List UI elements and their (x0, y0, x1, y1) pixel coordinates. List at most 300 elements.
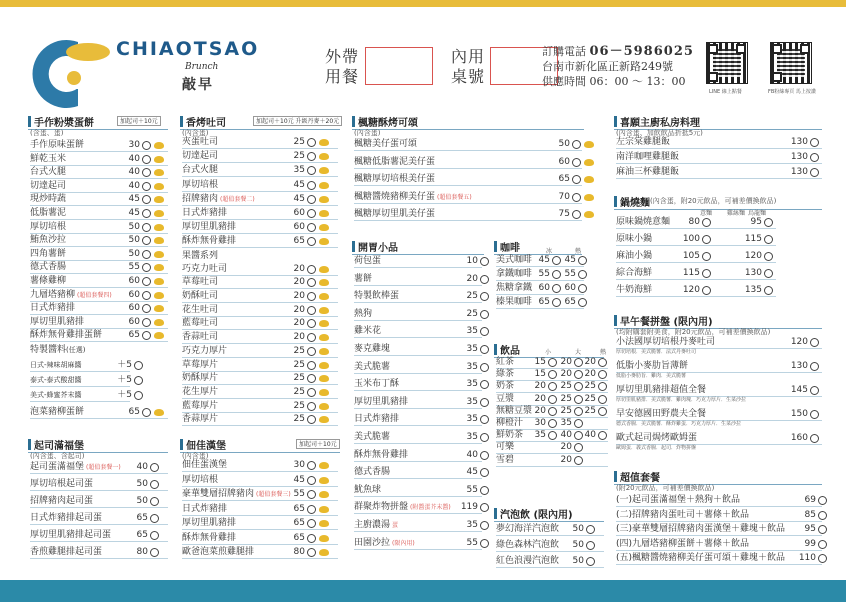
row-underline (182, 148, 338, 149)
menu-item-row (30, 374, 130, 387)
order-checkbox[interactable] (702, 252, 711, 261)
menu-item-row (30, 461, 168, 474)
order-checkbox[interactable] (572, 158, 581, 167)
menu-item-price: 135 (744, 285, 762, 295)
menu-item-row (354, 378, 482, 391)
order-checkbox[interactable] (574, 443, 583, 452)
menu-item-price: 65 (538, 297, 550, 307)
order-checkbox[interactable] (134, 391, 143, 400)
order-checkbox[interactable] (307, 138, 316, 147)
menu-item-label: 原味鍋燒意麵 (616, 217, 671, 227)
special-sauce-note: (任選) (66, 346, 86, 354)
order-checkbox[interactable] (598, 407, 607, 416)
menu-item-price: 115 (682, 268, 700, 278)
row-underline (182, 471, 338, 472)
order-checkbox[interactable] (702, 269, 711, 278)
order-checkbox[interactable] (480, 468, 489, 477)
menu-item-price: 120 (744, 251, 762, 261)
menu-item-price: 25 (293, 137, 305, 147)
section-title-toast (180, 114, 226, 129)
menu-item-price: 45 (564, 255, 576, 265)
order-checkbox[interactable] (480, 503, 489, 512)
menu-item-price: 80 (136, 547, 148, 557)
menu-item-label: 厚切培根 (182, 179, 219, 190)
order-checkbox[interactable] (810, 138, 819, 147)
section-title-soda (494, 506, 573, 521)
menu-item-description: 德式香腸．美式脆薯．酥炸雞蛋．巧克力厚片．生菜沙拉 (616, 421, 742, 427)
menu-item-price: 50 (128, 248, 140, 259)
order-checkbox[interactable] (764, 269, 773, 278)
section-subtitle: (附20元飲品，可補差價換飲品) (616, 484, 715, 492)
egg-icon (319, 403, 329, 410)
row-underline (354, 150, 582, 151)
order-checkbox[interactable] (578, 270, 587, 279)
order-checkbox[interactable] (142, 331, 151, 340)
menu-item-row (182, 413, 338, 426)
menu-item-tag: (超值套餐三) (256, 491, 291, 498)
menu-item-row (30, 221, 168, 234)
row-underline (30, 401, 130, 402)
fb-qr-caption: FB粉絲專頁 馬上按讚 (768, 89, 816, 95)
order-checkbox[interactable] (818, 525, 827, 534)
menu-item-price: 35 (466, 520, 478, 530)
order-checkbox[interactable] (480, 327, 489, 336)
order-checkbox[interactable] (586, 541, 595, 550)
order-checkbox[interactable] (142, 209, 151, 218)
menu-item-price: 20 (560, 369, 572, 380)
menu-item-price: 99 (804, 538, 816, 549)
order-checkbox[interactable] (142, 223, 151, 232)
menu-item-label: 熱狗 (354, 308, 373, 319)
menu-item-label: 主廚濃湯 (354, 520, 391, 530)
order-checkbox[interactable] (572, 210, 581, 219)
special-sauce-label: 特製醬料 (30, 345, 67, 355)
order-checkbox[interactable] (307, 181, 316, 190)
section-title-text: 開胃小品 (358, 243, 398, 254)
order-checkbox[interactable] (578, 284, 587, 293)
egg-icon (319, 535, 329, 542)
menu-item-price: 25 (466, 308, 478, 319)
section-subtitle: (內含蛋、含起司) (30, 452, 85, 460)
menu-item-price: 55 (466, 537, 478, 548)
order-checkbox[interactable] (598, 358, 607, 367)
order-checkbox[interactable] (142, 277, 151, 286)
row-underline (616, 228, 776, 229)
menu-item-label: 楓糖美仔蛋可頌 (354, 139, 418, 149)
menu-item-label: 群聚炸物拼盤 (354, 502, 409, 513)
order-checkbox[interactable] (150, 480, 159, 489)
order-checkbox[interactable] (142, 168, 151, 177)
menu-item-row (30, 289, 168, 302)
order-checkbox[interactable] (480, 257, 489, 266)
menu-item-price: 40 (128, 180, 140, 191)
order-checkbox[interactable] (307, 388, 316, 397)
order-checkbox[interactable] (810, 168, 819, 177)
section-subtitle: (內含蛋，附20元飲品，可補差價換飲品) (650, 197, 777, 205)
order-checkbox[interactable] (307, 237, 316, 246)
menu-item-label: 鮮乾玉米 (30, 153, 67, 164)
order-checkbox[interactable] (480, 415, 489, 424)
menu-item-label: (二)招牌豬肉蛋吐司＋薯條＋飲品 (616, 509, 750, 520)
row-underline (496, 567, 604, 568)
menu-item-label: 低脂薯泥 (30, 208, 67, 218)
order-checkbox[interactable] (818, 554, 827, 563)
order-checkbox[interactable] (150, 463, 159, 472)
order-checkbox[interactable] (307, 402, 316, 411)
menu-item-label: 奶酥吐司 (182, 291, 219, 301)
menu-item-label: 草莓吐司 (182, 277, 219, 288)
order-checkbox[interactable] (307, 505, 316, 514)
order-checkbox[interactable] (574, 419, 583, 428)
order-checkbox[interactable] (810, 410, 819, 419)
menu-item-label: 鮪魚沙拉 (30, 235, 67, 246)
menu-item-price: 50 (136, 496, 148, 506)
menu-item-price: 65 (136, 530, 148, 540)
menu-item-label: 藍莓厚片 (182, 400, 219, 411)
brand-chinese-name: 敲早 (182, 77, 214, 93)
order-checkbox[interactable] (480, 275, 489, 284)
menu-item-label: 紅茶 (496, 357, 515, 367)
section-title-crepe (28, 114, 94, 129)
order-checkbox[interactable] (480, 451, 489, 460)
egg-icon (319, 334, 329, 341)
order-checkbox[interactable] (480, 380, 489, 389)
order-checkbox[interactable] (480, 363, 489, 372)
menu-item-row (354, 343, 482, 356)
order-checkbox[interactable] (150, 514, 159, 523)
order-checkbox[interactable] (810, 338, 819, 347)
menu-item-row (616, 136, 822, 149)
row-underline (354, 373, 482, 374)
menu-item-row (182, 150, 338, 163)
order-checkbox[interactable] (307, 519, 316, 528)
menu-item-description: 厚切里肌豬排．美式脆薯．雞肉塊．巧克力厚片．生菜沙拉 (616, 397, 747, 403)
order-checkbox[interactable] (307, 415, 316, 424)
order-checkbox[interactable] (307, 374, 316, 383)
menu-item-row (182, 235, 338, 248)
order-checkbox[interactable] (307, 223, 316, 232)
menu-item-price: 110 (798, 553, 816, 563)
order-checkbox[interactable] (142, 318, 151, 327)
menu-item-tag: 蛋 (392, 522, 399, 529)
row-underline (354, 203, 582, 204)
menu-item-label: 厚切里肌豬排超值全餐 (616, 385, 707, 395)
menu-item-price: 60 (293, 222, 305, 233)
addon-note: 加起司＋10元 升級丹麥＋20元 (253, 116, 342, 126)
order-checkbox[interactable] (307, 306, 316, 315)
order-checkbox[interactable] (810, 362, 819, 371)
section-title-text: 超值套餐 (620, 473, 660, 484)
menu-item-price: 45 (128, 194, 140, 205)
menu-item-row (496, 429, 608, 442)
menu-item-label: 日式炸豬排 (182, 208, 228, 218)
menu-item-label: 花生厚片 (182, 386, 219, 397)
egg-icon (319, 549, 329, 556)
menu-item-price: 120 (790, 337, 808, 347)
menu-item-row (496, 356, 608, 369)
menu-item-row (616, 523, 822, 536)
section-title-text: 早午餐拼盤 (限內用) (620, 317, 713, 328)
egg-icon (154, 264, 164, 271)
order-checkbox[interactable] (307, 166, 316, 175)
price-column-header: 大 (575, 349, 582, 356)
row-underline (354, 185, 582, 186)
order-checkbox[interactable] (150, 497, 159, 506)
order-checkbox[interactable] (307, 347, 316, 356)
order-checkbox[interactable] (702, 218, 711, 227)
order-checkbox[interactable] (764, 286, 773, 295)
order-checkbox[interactable] (480, 292, 489, 301)
row-underline (182, 205, 338, 206)
menu-item-price: 65 (293, 503, 305, 514)
menu-item-row (616, 538, 822, 551)
order-checkbox[interactable] (572, 193, 581, 202)
menu-item-label: 楓糖低脂薯泥美仔蛋 (354, 156, 436, 167)
menu-item-price: 50 (136, 479, 148, 489)
menu-item-label: 薯條雞柳 (30, 276, 67, 286)
menu-item-price: 55 (466, 484, 478, 495)
menu-item-label: 巧克力厚片 (182, 345, 228, 356)
menu-item-price: 45 (538, 255, 550, 265)
order-checkbox[interactable] (818, 540, 827, 549)
menu-item-row (354, 191, 582, 204)
order-checkbox[interactable] (480, 521, 489, 530)
section-title-text: 咖啡 (500, 243, 520, 254)
order-checkbox[interactable] (480, 433, 489, 442)
menu-item-label: 香蒜厚片 (182, 414, 219, 425)
section-title-drink (494, 342, 520, 357)
row-underline (616, 296, 776, 297)
order-checkbox[interactable] (818, 511, 827, 520)
takeout-number-box[interactable] (365, 47, 433, 85)
order-checkbox[interactable] (307, 476, 316, 485)
order-checkbox[interactable] (702, 286, 711, 295)
menu-item-label: 花生吐司 (182, 304, 219, 315)
menu-item-price: 50 (572, 556, 584, 566)
order-checkbox[interactable] (598, 431, 607, 440)
order-checkbox[interactable] (142, 250, 151, 259)
order-checkbox[interactable] (142, 195, 151, 204)
order-checkbox[interactable] (307, 319, 316, 328)
order-checkbox[interactable] (480, 486, 489, 495)
order-checkbox[interactable] (307, 461, 316, 470)
top-decor-band (0, 0, 846, 7)
menu-item-price: 35 (466, 414, 478, 425)
menu-item-row (496, 454, 608, 467)
row-underline (354, 531, 482, 532)
menu-item-price: 55 (293, 489, 305, 499)
menu-item-price: 20 (293, 291, 305, 301)
row-underline (354, 320, 482, 321)
menu-item-label: 低脂小麥肋旨薄餅 (616, 361, 689, 371)
order-checkbox[interactable] (586, 557, 595, 566)
menu-item-row (354, 501, 482, 514)
menu-item-row (30, 406, 168, 419)
menu-item-label: 美式-蜂蜜芥末醬 (30, 391, 82, 399)
order-checkbox[interactable] (142, 155, 151, 164)
order-checkbox[interactable] (134, 361, 143, 370)
order-checkbox[interactable] (810, 386, 819, 395)
menu-item-row (182, 517, 338, 530)
menu-item-row (182, 532, 338, 545)
egg-icon (319, 266, 329, 273)
menu-item-price: 120 (682, 285, 700, 295)
order-checkbox[interactable] (764, 235, 773, 244)
row-underline (616, 564, 822, 565)
menu-item-row (30, 529, 168, 542)
menu-item-row (496, 282, 584, 295)
menu-item-label: 美式咖啡 (496, 255, 533, 265)
order-checkbox[interactable] (142, 141, 151, 150)
price-column-header: 意麵 (700, 210, 713, 217)
menu-item-label: 麥克雞塊 (354, 344, 391, 354)
order-checkbox[interactable] (598, 395, 607, 404)
menu-item-label: 雞米花 (354, 326, 382, 337)
order-checkbox[interactable] (598, 382, 607, 391)
row-underline (30, 558, 168, 559)
menu-item-row (30, 234, 168, 247)
menu-item-label: 荷包蛋 (354, 256, 382, 266)
order-checkbox[interactable] (142, 291, 151, 300)
order-checkbox[interactable] (307, 195, 316, 204)
menu-item-label: (五)楓糖醬燒豬柳美仔蛋可頌＋雞塊＋飲品 (616, 553, 786, 563)
egg-icon (319, 320, 329, 327)
order-checkbox[interactable] (307, 534, 316, 543)
order-checkbox[interactable] (764, 218, 773, 227)
menu-item-label: 楓糖厚切里肌美仔蛋 (354, 209, 436, 219)
menu-item-label: 玉米布丁酥 (354, 379, 400, 390)
menu-item-row (182, 263, 338, 276)
menu-item-price: 60 (128, 289, 140, 300)
menu-item-price: 160 (790, 433, 808, 443)
row-underline (354, 355, 482, 356)
order-checkbox[interactable] (142, 236, 151, 245)
menu-item-price: 10 (466, 256, 478, 266)
line-qr-code[interactable] (706, 42, 748, 84)
order-checkbox[interactable] (307, 333, 316, 342)
section-title-text: 起司滿福堡 (34, 441, 84, 452)
order-checkbox[interactable] (307, 548, 316, 557)
menu-item-price: 115 (744, 234, 762, 244)
egg-icon (319, 139, 329, 146)
order-checkbox[interactable] (150, 548, 159, 557)
order-checkbox[interactable] (307, 292, 316, 301)
order-checkbox[interactable] (307, 265, 316, 274)
order-checkbox[interactable] (142, 304, 151, 313)
menu-item-price: 20 (293, 318, 305, 329)
order-checkbox[interactable] (480, 310, 489, 319)
order-checkbox[interactable] (702, 235, 711, 244)
price-column-header: 熱 (575, 248, 582, 255)
order-checkbox[interactable] (142, 182, 151, 191)
order-checkbox[interactable] (764, 252, 773, 261)
menu-item-price: 145 (790, 385, 808, 395)
order-checkbox[interactable] (142, 408, 151, 417)
menu-item-label: 德式香腸 (30, 262, 67, 273)
menu-item-price: 20 (584, 357, 596, 367)
section-title-bagel (180, 437, 226, 452)
egg-icon (584, 176, 594, 183)
menu-item-row (182, 193, 338, 206)
order-checkbox[interactable] (598, 370, 607, 379)
menu-item-price: 35 (466, 396, 478, 407)
menu-item-label: 紅色浪漫汽泡飲 (496, 556, 560, 566)
order-checkbox[interactable] (307, 152, 316, 161)
menu-item-label: 泰式-泰式酸甜醬 (30, 376, 82, 384)
order-checkbox[interactable] (150, 531, 159, 540)
menu-item-price: 30 (534, 418, 546, 428)
order-checkbox[interactable] (142, 263, 151, 272)
menu-item-row (496, 441, 608, 454)
order-checkbox[interactable] (480, 398, 489, 407)
menu-item-row (30, 512, 168, 525)
order-checkbox[interactable] (307, 490, 316, 499)
section-title-text: 汽泡飲 (限內用) (500, 510, 573, 521)
egg-icon (584, 141, 594, 148)
brand-subtitle: Brunch (185, 62, 219, 72)
jam-series-title: 果醬系列 (182, 250, 219, 261)
menu-item-label: 日式炸豬排 (354, 414, 400, 425)
menu-item-label: 南洋咖哩雞腿飯 (616, 152, 680, 162)
order-checkbox[interactable] (574, 456, 583, 465)
menu-item-price: 60 (128, 276, 140, 286)
row-underline (354, 478, 482, 479)
menu-item-price: 50 (128, 221, 140, 232)
menu-item-price: 30 (293, 460, 305, 470)
order-checkbox[interactable] (586, 525, 595, 534)
order-checkbox[interactable] (810, 434, 819, 443)
menu-item-label: 奶茶 (496, 381, 515, 392)
order-checkbox[interactable] (818, 496, 827, 505)
order-checkbox[interactable] (572, 140, 581, 149)
order-checkbox[interactable] (572, 175, 581, 184)
menu-item-price: 65 (128, 330, 140, 341)
menu-item-row (30, 153, 168, 166)
order-checkbox[interactable] (307, 209, 316, 218)
menu-item-price: 20 (534, 381, 546, 392)
menu-item-label: 歐式起司焗烤歐姆蛋 (616, 433, 698, 443)
egg-icon (154, 183, 164, 190)
menu-item-label: 楓糖醬燒豬柳美仔蛋 (354, 191, 436, 202)
menu-item-price: 130 (744, 268, 762, 278)
order-checkbox[interactable] (134, 376, 143, 385)
menu-item-price: 25 (560, 381, 572, 392)
row-underline (616, 535, 822, 536)
order-checkbox[interactable] (578, 256, 587, 265)
menu-item-price: 25 (293, 400, 305, 411)
fb-qr-code[interactable] (770, 42, 812, 84)
menu-item-price: 55 (128, 262, 140, 273)
menu-item-price: 60 (128, 316, 140, 327)
menu-item-label: 現炒時蔬 (30, 194, 67, 205)
order-checkbox[interactable] (307, 278, 316, 287)
order-checkbox[interactable] (480, 539, 489, 548)
order-checkbox[interactable] (307, 361, 316, 370)
menu-item-label: 綠色森林汽泡飲 (496, 540, 560, 550)
menu-item-price: 45 (128, 208, 140, 218)
menu-item-price: 20 (584, 369, 596, 380)
price-column-header: 冰 (546, 248, 553, 255)
order-checkbox[interactable] (578, 298, 587, 307)
special-sauce-title (30, 344, 168, 357)
menu-item-price: 20 (560, 454, 572, 465)
menu-item-label: 酥炸無骨雞排 (182, 532, 237, 543)
order-checkbox[interactable] (480, 345, 489, 354)
row-underline (30, 418, 168, 419)
order-checkbox[interactable] (810, 153, 819, 162)
row-underline (354, 302, 482, 303)
menu-item-row (616, 509, 822, 522)
